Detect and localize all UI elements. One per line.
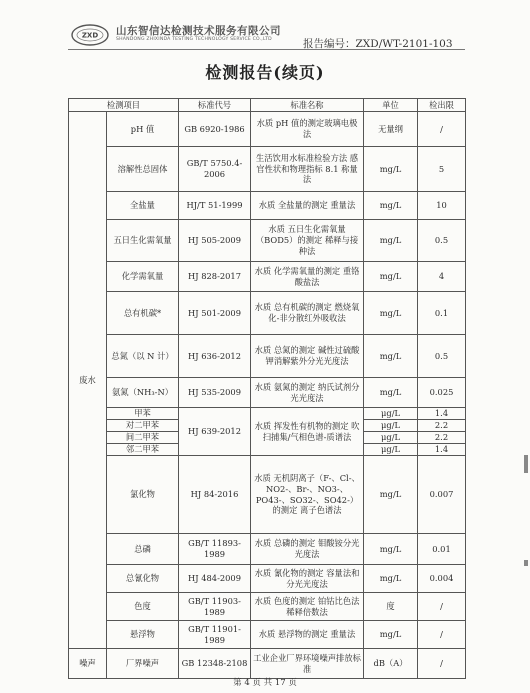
limit-cell: 1.4 [418,408,466,420]
item-cell: 间二甲苯 [107,432,179,444]
report-number: 报告编号：ZXD/WT-2101-103 [303,38,453,50]
item-cell: 邻二甲苯 [107,444,179,456]
table-row [69,378,466,408]
limit-cell: / [418,112,466,147]
item-cell: 溶解性总固体 [107,147,179,192]
unit-cell: mg/L [364,335,418,378]
code-cell: HJ/T 51-1999 [179,192,251,220]
scan-edge-mark [524,455,528,473]
unit-cell: mg/L [364,378,418,408]
limit-cell: 1.4 [418,444,466,456]
company-name-en: SHANDONG ZHIXINDA TESTING TECHNOLOGY SERVICE CO.,LTD [116,37,272,42]
table-row [69,147,466,192]
item-cell: 甲苯 [107,408,179,420]
code-cell: HJ 828-2017 [179,262,251,292]
code-cell: GB/T 5750.4-2006 [179,147,251,192]
unit-cell: 度 [364,593,418,621]
table-row [69,565,466,593]
item-cell: 悬浮物 [107,621,179,649]
column-header: 检测项目 [69,99,179,112]
unit-cell: mg/L [364,534,418,565]
item-cell: 总氰化物 [107,565,179,593]
page-title: 检测报告(续页) [205,63,325,82]
page-header [0,0,530,58]
limit-cell: 0.004 [418,565,466,593]
header-divider [68,49,465,50]
item-cell: pH 值 [107,112,179,147]
name-cell: 工业企业厂界环境噪声排放标准 [251,649,364,679]
code-cell: GB 6920-1986 [179,112,251,147]
code-cell: HJ 535-2009 [179,378,251,408]
code-cell: GB/T 11903-1989 [179,593,251,621]
limit-cell: 0.1 [418,292,466,335]
item-cell: 化学需氧量 [107,262,179,292]
table-row [69,456,466,534]
code-cell: HJ 636-2012 [179,335,251,378]
group-label-noise: 噪声 [69,649,107,679]
table-row [69,534,466,565]
unit-cell: dB（A） [364,649,418,679]
item-cell: 总氮（以 N 计） [107,335,179,378]
code-cell: HJ 639-2012 [179,408,251,456]
item-cell: 氯化物 [107,456,179,534]
name-cell: 水质 色度的测定 铂钴比色法 稀释倍数法 [251,593,364,621]
name-cell: 生活饮用水标准检验方法 感官性状和物理指标 8.1 称量法 [251,147,364,192]
item-cell: 厂界噪声 [107,649,179,679]
limit-cell: 0.01 [418,534,466,565]
table-row [69,408,466,420]
limit-cell: 0.025 [418,378,466,408]
column-header: 标准代号 [179,99,251,112]
code-cell: GB/T 11901-1989 [179,621,251,649]
unit-cell: μg/L [364,444,418,456]
item-cell: 氨氮（NH₃-N） [107,378,179,408]
table-header-row [69,99,466,112]
item-cell: 对二甲苯 [107,420,179,432]
name-cell: 水质 挥发性有机物的测定 吹扫捕集/气相色谱-质谱法 [251,408,364,456]
item-cell: 总磷 [107,534,179,565]
unit-cell: mg/L [364,262,418,292]
name-cell: 水质 化学需氧量的测定 重铬酸盐法 [251,262,364,292]
code-cell: HJ 501-2009 [179,292,251,335]
name-cell: 水质 总氮的测定 碱性过硫酸钾消解紫外分光光度法 [251,335,364,378]
unit-cell: 无量纲 [364,112,418,147]
limit-cell: / [418,621,466,649]
column-header: 标准名称 [251,99,364,112]
name-cell: 水质 pH 值的测定玻璃电极法 [251,112,364,147]
name-cell: 水质 无机阴离子（F-、Cl-、NO2-、Br-、NO3-、PO43-、SO32-、SO42-）的测定 离子色谱法 [251,456,364,534]
limit-cell: 0.5 [418,335,466,378]
unit-cell: μg/L [364,420,418,432]
unit-cell: mg/L [364,621,418,649]
code-cell: HJ 484-2009 [179,565,251,593]
name-cell: 水质 悬浮物的测定 重量法 [251,621,364,649]
column-header: 单位 [364,99,418,112]
table-row [69,192,466,220]
unit-cell: mg/L [364,220,418,262]
limit-cell: 5 [418,147,466,192]
table-row [69,621,466,649]
column-header: 检出限 [418,99,466,112]
limit-cell: 2.2 [418,420,466,432]
name-cell: 水质 氰化物的测定 容量法和分光光度法 [251,565,364,593]
name-cell: 水质 总磷的测定 钼酸铵分光光度法 [251,534,364,565]
item-cell: 全盐量 [107,192,179,220]
code-cell: GB 12348-2108 [179,649,251,679]
unit-cell: mg/L [364,192,418,220]
company-logo-icon [70,22,110,48]
standards-table [68,98,466,679]
limit-cell: 10 [418,192,466,220]
name-cell: 水质 氨氮的测定 纳氏试剂分光光度法 [251,378,364,408]
unit-cell: mg/L [364,565,418,593]
table-row [69,593,466,621]
item-cell: 五日生化需氧量 [107,220,179,262]
limit-cell: 0.007 [418,456,466,534]
logo-text: ZXD [81,31,99,40]
name-cell: 水质 全盐量的测定 重量法 [251,192,364,220]
scan-edge-mark [524,560,528,566]
code-cell: GB/T 11893-1989 [179,534,251,565]
limit-cell: 0.5 [418,220,466,262]
name-cell: 水质 五日生化需氧量（BOD5）的测定 稀释与接种法 [251,220,364,262]
group-label-wastewater: 废水 [69,112,107,649]
limit-cell: 2.2 [418,432,466,444]
item-cell: 总有机碳* [107,292,179,335]
table-row [69,262,466,292]
page-number-footer: 第 4 页 共 17 页 [233,678,297,688]
unit-cell: μg/L [364,408,418,420]
table-row [69,292,466,335]
table-row [69,112,466,147]
limit-cell: / [418,593,466,621]
unit-cell: μg/L [364,432,418,444]
name-cell: 水质 总有机碳的测定 燃烧氧化-非分散红外吸收法 [251,292,364,335]
table-row [69,649,466,679]
table-row [69,335,466,378]
unit-cell: mg/L [364,292,418,335]
limit-cell: 4 [418,262,466,292]
unit-cell: mg/L [364,147,418,192]
unit-cell: mg/L [364,456,418,534]
table-row [69,220,466,262]
company-name-cn: 山东智信达检测技术服务有限公司 [116,25,281,37]
code-cell: HJ 84-2016 [179,456,251,534]
code-cell: HJ 505-2009 [179,220,251,262]
item-cell: 色度 [107,593,179,621]
limit-cell: / [418,649,466,679]
